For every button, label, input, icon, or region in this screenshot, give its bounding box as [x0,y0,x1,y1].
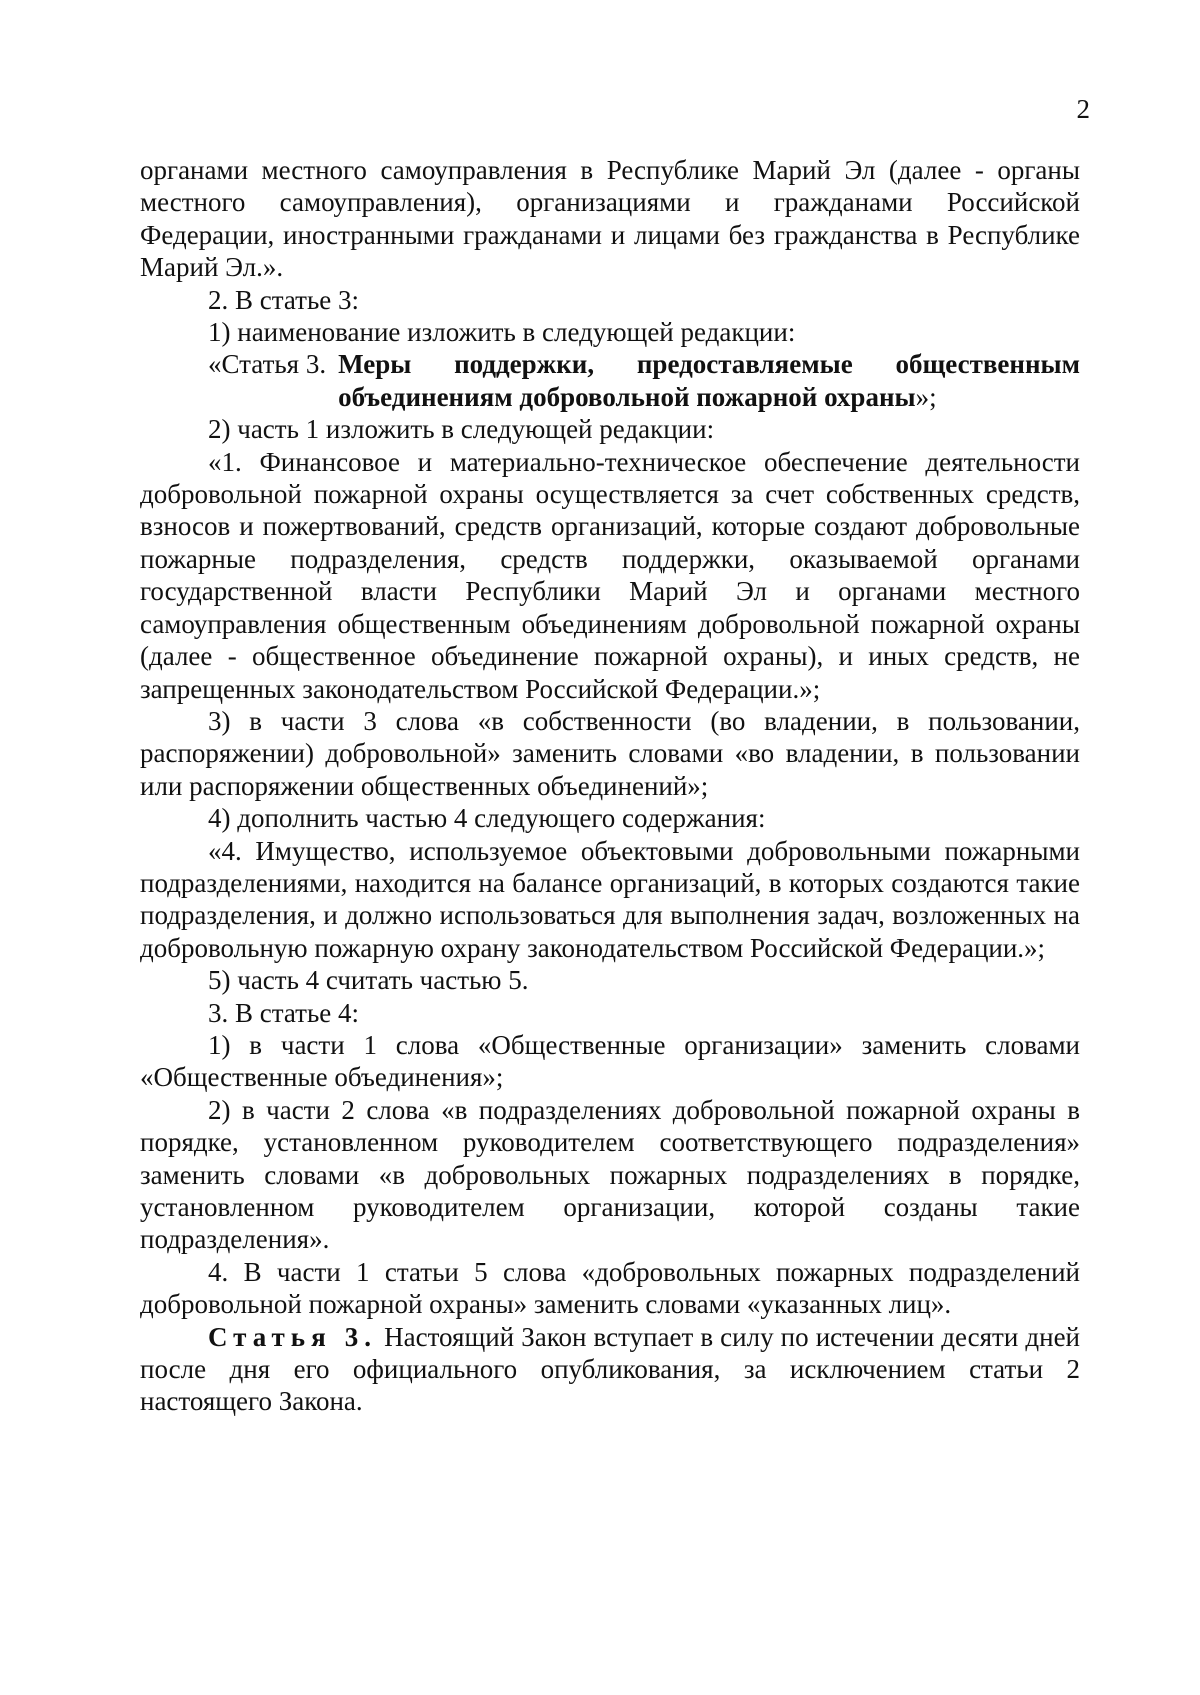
paragraph-item-3-subitem-2: 2) в части 2 слова «в подразделениях добровольной пожарной охраны в порядке, установленном руководителем соответствующего подразделения» заменить словами «в добровольных пожарных подразделениях в порядке, установленном руководителем организации, которой созданы такие подразделения». [140,1094,1080,1255]
article-heading-prefix: «Статья 3. [208,349,327,380]
paragraph-subitem-1: 1) наименование изложить в следующей редакции: [208,317,796,348]
paragraph-part-4-text: «4. Имущество, используемое объектовыми добровольными пожарными подразделениями, находится на балансе организаций, в которых создаются такие подразделения, и должно использоваться для выполнения задач, возложенных на добровольную пожарную охрану законодательством Российской Федерации.»; [140,835,1080,963]
paragraph-item-3-subitem-1: 1) в части 1 слова «Общественные организации» заменить словами «Общественные объединения»; [140,1029,1080,1093]
article-heading-title-text: Меры поддержки, предоставляемые общественным объединениям добровольной пожарной охраны [338,349,1080,412]
page-number: 2 [1076,94,1090,124]
paragraph-subitem-2: 2) часть 1 изложить в следующей редакции: [208,414,715,445]
paragraph-subitem-4: 4) дополнить частью 4 следующего содержания: [208,803,766,834]
article-heading-title [338,348,1080,413]
article-heading [140,348,1080,413]
article-heading-tail: »; [915,381,937,412]
paragraph-subitem-5: 5) часть 4 считать частью 5. [208,965,529,996]
paragraph-subitem-3: 3) в части 3 слова «в собственности (во владении, в пользовании, распоряжении) добровольной» заменить словами «во владении, в пользовании или распоряжении общественных объединений»; [140,705,1080,801]
paragraph-item-3: 3. В статье 4: [208,997,360,1028]
article-3-text: Настоящий Закон вступает в силу по истечении десяти дней после дня его официального опубликования, за исключением статьи 2 настоящего Закона. [140,1321,1081,1417]
paragraph-continuation: органами местного самоуправления в Республике Марий Эл (далее - органы местного самоуправления), организациями и гражданами Российской Федерации, иностранными гражданами и лицами без гражданства в Республике Марий Эл.». [140,155,1080,283]
paragraph-part-1-text: «1. Финансовое и материально-техническое обеспечение деятельности добровольной пожарной охраны осуществляется за счет собственных средств, взносов и пожертвований, средств организаций, которые создают добровольные пожарные подразделения, средств поддержки, оказываемой органами государственной власти Республики Марий Эл и органами местного самоуправления общественным объединениям добровольной пожарной охраны (далее - общественное объединение пожарной охраны), и иных средств, не запрещенных законодательством Российской Федерации.»; [140,446,1080,704]
article-3-label: Статья 3. [208,1321,378,1352]
document-body [140,154,1080,1418]
paragraph-item-2: 2. В статье 3: [208,284,360,315]
article-3-paragraph [140,1321,1080,1418]
paragraph-item-4: 4. В части 1 статьи 5 слова «добровольных пожарных подразделений добровольной пожарной охраны» заменить словами «указанных лиц». [140,1256,1080,1320]
